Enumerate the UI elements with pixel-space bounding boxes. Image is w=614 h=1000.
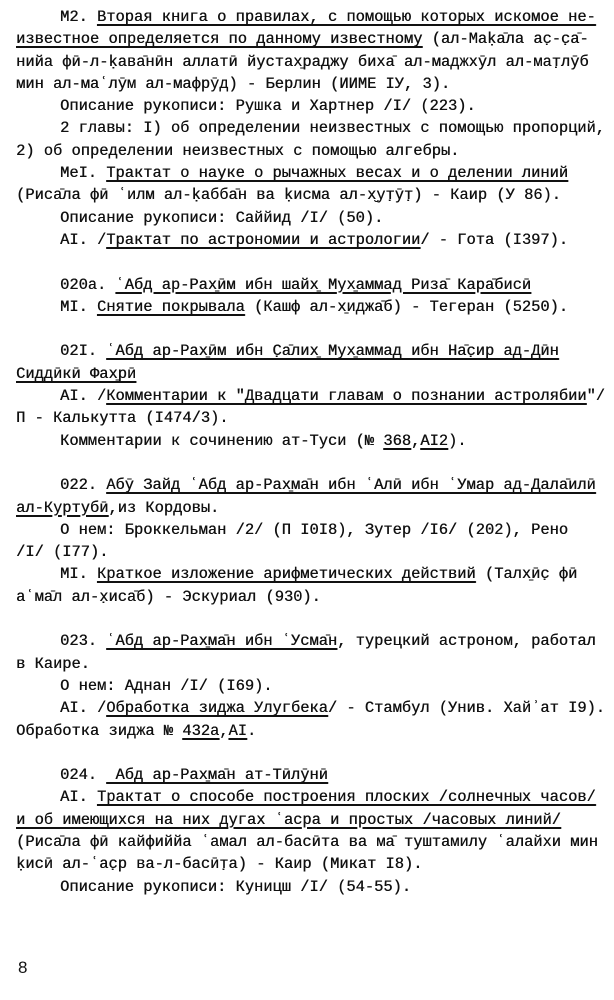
text-segment: мин ал-маʿлӯм ал-мафрӯд) - Берлин (ИИМЕ IУ, 3). [16,74,451,93]
text-line [16,675,608,697]
text-line [16,385,608,407]
underlined-title: Трактат по астрономии и астрологии [106,230,421,249]
text-segment: (ал-Маḳа̄ла ас̣-с̣а̄- [422,30,589,49]
text-segment: , [410,431,421,450]
text-line [16,697,608,719]
text-segment: AI. / [60,699,107,718]
text-segment: AI. / [60,230,107,249]
underlined-title: AI [228,721,247,740]
text-line [16,363,608,385]
underlined-title: ʿАбд ар-Рах̱ӣм ибн шайх̱ Мух̱аммад Риза̄ Кара̄бисӣ [115,275,532,294]
text-line [16,184,608,206]
underlined-title: Трактат о способе построения плоских /солнечных часов/ [96,788,596,807]
text-segment: Описание рукописи: Саййид /I/ (50). [60,208,384,227]
text-segment: МеI. [60,164,107,183]
underlined-title: Трактат о науке о рычажных весах и о делении линий [106,164,568,183]
text-line [16,586,608,608]
text-line [16,6,608,28]
text-line [16,207,608,229]
text-segment: в Каире. [16,654,90,673]
text-segment: Описание рукописи: Рушка и Хартнер /I/ (223). [60,97,476,116]
text-segment: О нем: Аднан /I/ (I69). [60,676,273,695]
text-segment: (Талх̱ӣс̣ фӣ [475,565,578,584]
underlined-title: AI2 [420,431,448,450]
text-line [16,630,608,652]
text-line [16,95,608,117]
text-line [16,563,608,585]
text-line [16,162,608,184]
text-segment: / - Гота (I397). [420,230,568,249]
underlined-title: и об имеющихся на них дугах ʿасра и простых /часовых линий/ [16,810,561,829]
text-segment: О нем: Броккельман /2/ (П I0I8), Зутер /I6/ (202), Рено [60,520,568,539]
text-line [16,229,608,251]
text-segment: 020а. [60,275,116,294]
underlined-title: ʿАбд ар-Рах̱ма̄н ибн ʿУсма̄н [106,632,338,651]
underlined-title: Краткое изложение арифметических действий [96,565,476,584]
underlined-title: Снятие покрывала [96,297,245,316]
text-segment: , [219,721,229,740]
text-segment: "/ [586,387,605,406]
text-segment: ḳисӣ ал-ʿас̣р ва-л-басӣт̣а) - Каир (Микат I8). [16,855,423,874]
underlined-title: ал-Куртубӣ [16,498,109,517]
text-segment: , турецкий астроном, работал [337,632,596,651]
underlined-title: Абӯ Зайд ʿАбд ар-Рах̱ма̄н ибн ʿАлӣ ибн ʿУмар ад-Дала̄илӣ [106,476,596,495]
text-line [16,497,608,519]
blank-line [16,251,608,273]
underlined-title: ʿАбд ар-Рах̱ӣм ибн С̣а̄лих̱ Мух̱аммад ибн На̄с̣ир ад-Дӣн [106,342,559,361]
text-segment: AI. [60,788,97,807]
text-line [16,831,608,853]
text-line [16,720,608,742]
text-segment: аʿма̄л ал-х̣иса̄б) - Эскуриал (930). [16,587,321,606]
blank-line [16,742,608,764]
text-line [16,809,608,831]
blank-line [16,608,608,630]
text-segment: (Риса̄ла фӣ ʿилм ал-ḳабба̄н ва ḳисма ал-х̮ут̣ӯт̣) - Каир (У 86). [16,186,561,205]
underlined-title: Абд ар-Рах̱ма̄н ат-Тӣлӯнӣ [106,766,328,785]
text-segment: 2 главы: I) об определении неизвестных с помощью пропорций, [60,119,605,138]
text-segment: Комментарии к сочинению ат-Туси (№ [60,431,384,450]
text-segment: 022. [60,476,107,495]
text-segment: 2) об определении неизвестных с помощью алгебры. [16,141,460,160]
text-segment: Обработка зиджа № [16,721,183,740]
underlined-title: Обработка зиджа Улугбека [106,699,328,718]
text-segment: /I/ (I77). [16,543,109,562]
text-segment: ). [447,431,467,450]
text-segment: нийа фӣ-л-ḳава̄нӣн аллатӣ йустах̱раджу биха̄ ал-маджхӯл ал-мат̣лӯб [16,52,589,71]
text-segment: Описание рукописи: Куницш /I/ (54-55). [60,877,411,896]
text-segment: П - Калькутта (I474/3). [16,409,229,428]
text-segment: 024. [60,766,107,785]
text-segment: (Кашф ал-х̱иджа̄б) - Тегеран (5250). [244,297,568,316]
text-segment: (Риса̄ла фӣ кайфиййа ʿамал ал-басӣта ва ма̄ туштамилу ʿалайхи мин [16,832,598,851]
text-line [16,786,608,808]
text-line [16,653,608,675]
document-page [16,6,608,898]
blank-line [16,318,608,340]
text-line [16,876,608,898]
text-segment: МI. [60,297,97,316]
underlined-title: 368 [383,431,411,450]
text-line [16,73,608,95]
underlined-title: известное определяется по данному известному [16,30,423,49]
text-segment: М2. [60,8,97,26]
text-line [16,274,608,296]
text-segment: АI. / [60,387,107,406]
underlined-title: 432а [182,721,220,740]
text-segment: МI. [60,565,97,584]
text-segment: . [246,721,257,740]
blank-line [16,452,608,474]
text-line [16,764,608,786]
text-line [16,430,608,452]
text-segment: 02I. [60,342,107,361]
text-line [16,296,608,318]
text-line [16,541,608,563]
page-number: 8 [18,958,28,977]
text-line [16,140,608,162]
text-line [16,117,608,139]
underlined-title: Сиддӣкӣ Фах̱рӣ [16,364,137,383]
text-line [16,407,608,429]
underlined-title: Вторая книга о правилах, с помощью которых искомое не- [96,8,596,26]
text-line [16,853,608,875]
underlined-title: Комментарии к "Двадцати главам о познании астролябии [106,387,587,406]
text-line [16,519,608,541]
text-segment: ,из Кордовы. [108,498,220,517]
text-line [16,340,608,362]
text-line [16,51,608,73]
text-line [16,474,608,496]
text-segment: / - Стамбул (Унив. Хайʾат I9). [327,699,605,718]
text-segment: 023. [60,632,107,651]
text-line [16,28,608,50]
